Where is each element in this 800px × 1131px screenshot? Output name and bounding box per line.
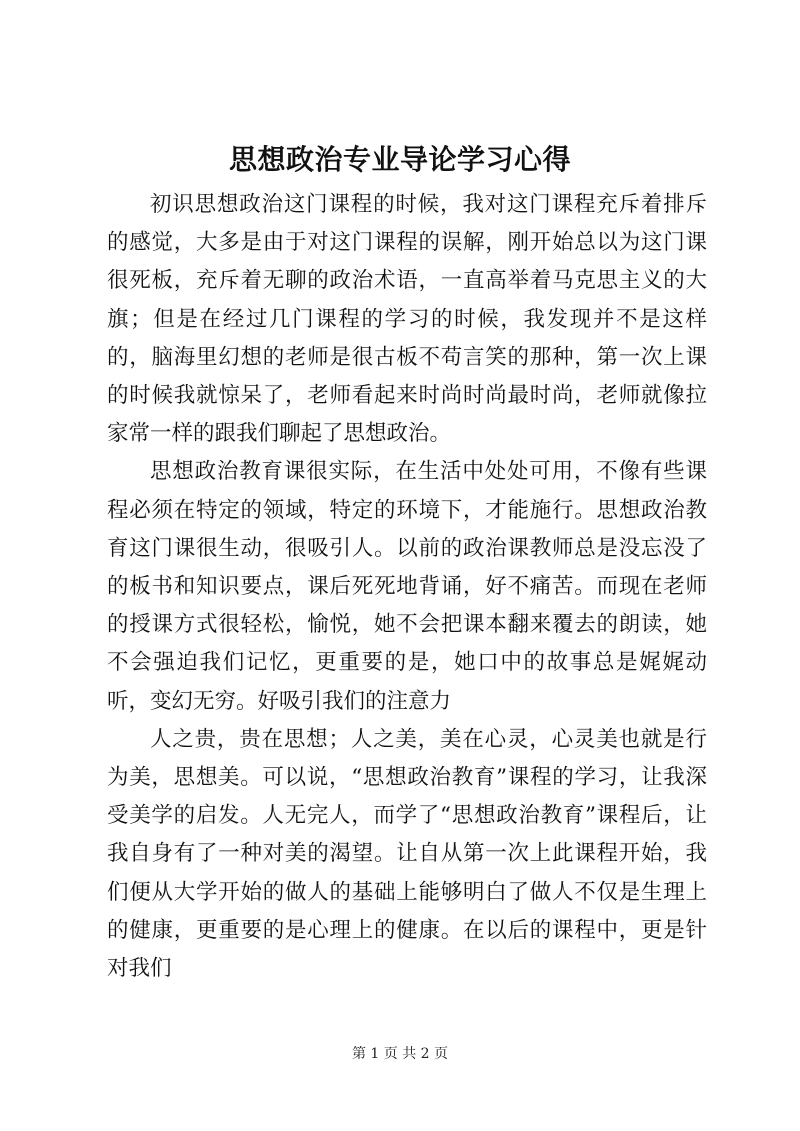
- document-body: [107, 186, 707, 988]
- document-title: 思想政治专业导论学习心得: [228, 143, 571, 176]
- page-footer: 第 1 页 共 2 页: [351, 1046, 449, 1062]
- paragraph-2: 思想政治教育课很实际，在生活中处处可用，不像有些课程必须在特定的领域，特定的环境下，才能施行。思想政治教育这门课很生动，很吸引人。以前的政治课教师总是没忘没了的板书和知识要点，课后死死地背诵，好不痛苦。而现在老师的授课方式很轻松，愉悦，她不会把课本翻来覆去的朗读，她不会强迫我们记忆，更重要的是，她口中的故事总是娓娓动听，变幻无穷。好吸引我们的注意力: [107, 459, 707, 714]
- paragraph-3: 人之贵，贵在思想；人之美，美在心灵，心灵美也就是行为美，思想美。可以说，“思想政治教育”课程的学习，让我深受美学的启发。人无完人，而学了“思想政治教育”课程后，让我自身有了一种对美的渴望。让自从第一次上此课程开始，我们便从大学开始的做人的基础上能够明白了做人不仅是生理上的健康，更重要的是心理上的健康。在以后的课程中，更是针对我们: [107, 726, 707, 982]
- paragraph-1: 初识思想政治这门课程的时候，我对这门课程充斥着排斥的感觉，大多是由于对这门课程的误解，刚开始总以为这门课很死板，充斥着无聊的政治术语，一直高举着马克思主义的大旗；但是在经过几门课程的学习的时候，我发现并不是这样的，脑海里幻想的老师是很古板不苟言笑的那种，第一次上课的时候我就惊呆了，老师看起来时尚时尚最时尚，老师就像拉家常一样的跟我们聊起了思想政治。: [107, 192, 707, 447]
